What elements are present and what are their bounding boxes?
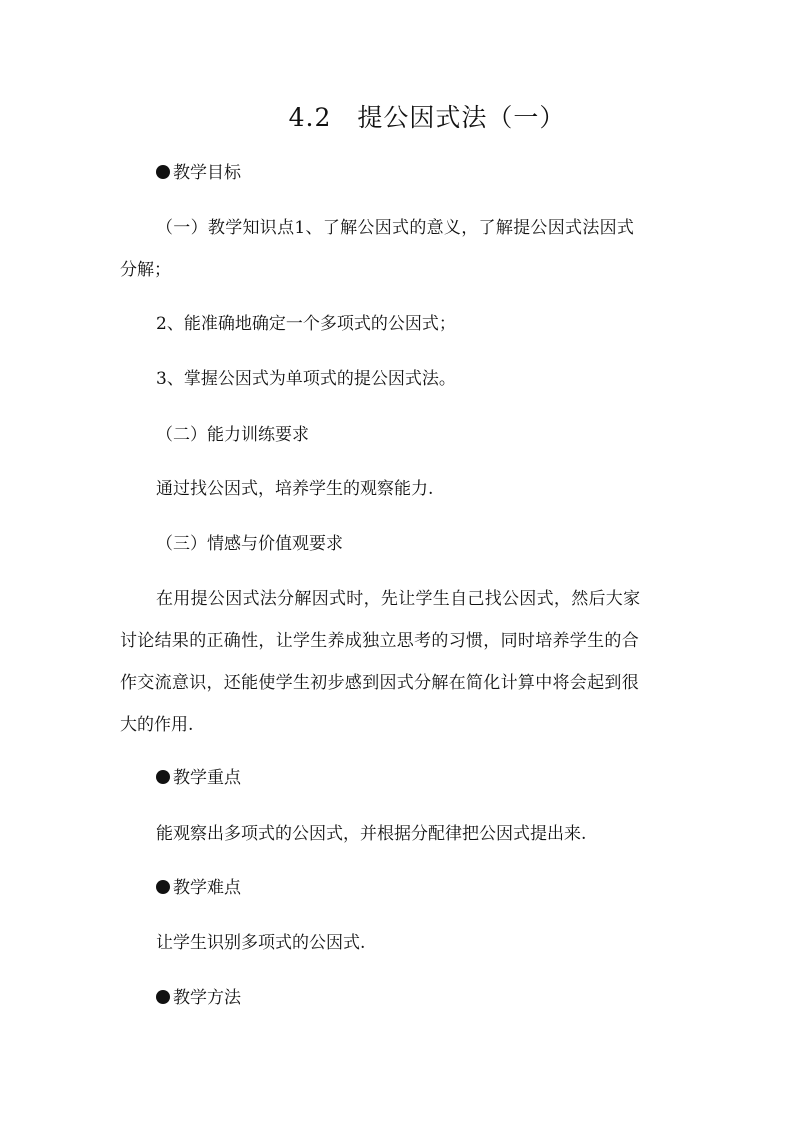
- emotion-line-4: 大的作用.: [120, 715, 194, 735]
- knowledge-line-1: （一）教学知识点1、了解公因式的意义，了解提公因式法因式: [156, 218, 635, 238]
- difficulty-heading: 教学难点: [156, 877, 716, 899]
- bullet-icon: [156, 770, 170, 784]
- knowledge-item-2: 2、能准确地确定一个多项式的公因式；: [156, 314, 456, 334]
- knowledge-item-3: 3、掌握公因式为单项式的提公因式法。: [156, 369, 456, 389]
- keypoint-text: 能观察出多项式的公因式，并根据分配律把公因式提出来.: [156, 824, 587, 844]
- emotion-line-2: 讨论结果的正确性，让学生养成独立思考的习惯，同时培养学生的合: [120, 631, 639, 651]
- emotion-line-3: 作交流意识，还能使学生初步感到因式分解在简化计算中将会起到很: [120, 673, 639, 693]
- difficulty-text: 让学生识别多项式的公因式.: [156, 933, 366, 953]
- ability-text: 通过找公因式，培养学生的观察能力.: [156, 479, 434, 499]
- method-heading: 教学方法: [156, 987, 716, 1009]
- bullet-icon: [156, 990, 170, 1004]
- bullet-icon: [156, 880, 170, 894]
- document-title: 4.2 提公因式法（一）: [288, 103, 566, 132]
- emotion-heading: （三）情感与价值观要求: [156, 534, 343, 554]
- ability-heading: （二）能力训练要求: [156, 425, 309, 445]
- emotion-line-1: 在用提公因式法分解因式时，先让学生自己找公因式，然后大家: [156, 589, 641, 609]
- bullet-icon: [156, 165, 170, 179]
- keypoint-heading: 教学重点: [156, 767, 716, 789]
- objectives-heading: 教学目标: [156, 162, 716, 184]
- knowledge-line-2: 分解；: [120, 260, 171, 280]
